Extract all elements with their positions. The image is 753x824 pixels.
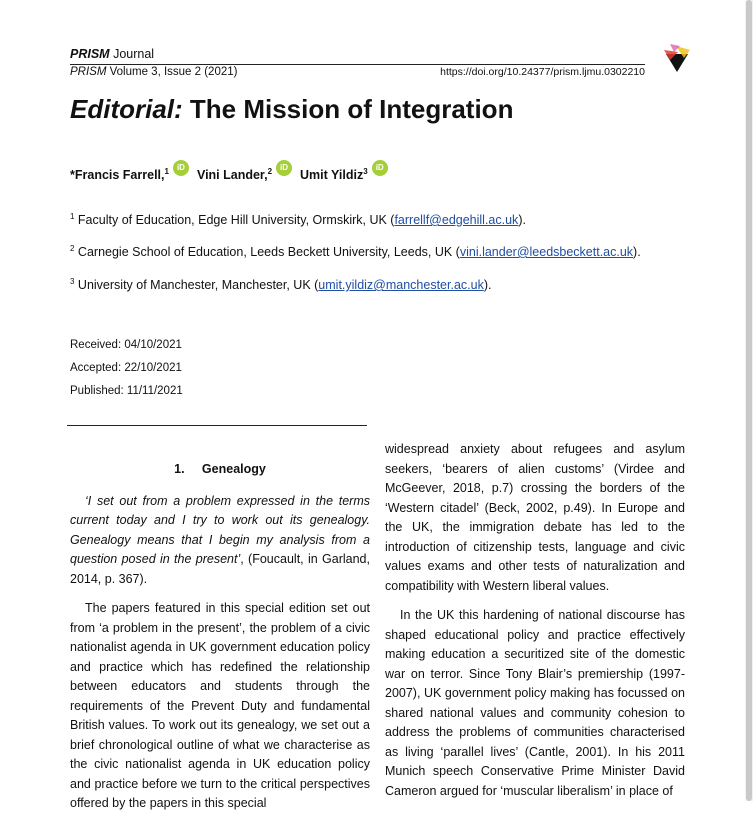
author-name: *Francis Farrell,$^1$ [70,167,169,183]
journal-name: PRISM Journal [70,47,155,61]
affiliation-1: $^1$ Faculty of Education, Edge Hill University, Ormskirk, UK (farrellf@edgehill.ac.uk). [70,212,526,228]
orcid-icon[interactable]: iD [173,160,189,176]
author-name: Vini Lander,$^2$ [196,167,273,183]
orcid-icon[interactable]: iD [276,160,292,176]
orcid-icon[interactable]: iD [372,160,388,176]
article-title: Editorial: The Mission of Integration [70,94,514,124]
author-name: Umit Yildiz$^3$ [300,167,368,183]
email-link[interactable]: vini.lander@leedsbeckett.ac.uk [459,245,634,260]
epigraph-paragraph: ‘I set out from a problem expressed in the terms current today and I try to work out its genealogy. Genealogy means that I begin my analysis from a question posed in the present’, (Foucault, in Garland, 2014, p. 367). [70,493,370,586]
section-heading: 1. Genealogy [174,462,266,476]
email-link[interactable]: farrellf@edgehill.ac.uk [394,213,519,228]
doi-link[interactable]: https://doi.org/10.24377/prism.ljmu.0302210 [440,66,645,78]
body-paragraph: widespread anxiety about refugees and asylum seekers, ‘bearers of alien customs’ (Virdee and McGeever, 2018, p.7) crossing the borders of the ‘Western citadel’ (Beck, 2002, p.49). In Europe and the UK, the immigration debate has led to the introduction of citizenship tests, language and civic values exams and other tests of naturalization and compatibility with Western liberal values. [385,442,685,593]
author-list [70,163,396,183]
journal-logo-icon [660,42,694,76]
article-dates [70,334,183,403]
affiliation-2: $^2$ Carnegie School of Education, Leeds Beckett University, Leeds, UK (vini.lander@leedsbeckett.ac.uk). [70,244,641,260]
right-column [385,440,685,811]
published-date: Published: 11/11/2021 [70,385,183,397]
body-paragraph: The papers featured in this special edition set out from ‘a problem in the present’, the problem of a civic nationalist agenda in UK government education policy and practice which has redefined the relationship between educators and students through the requirements of the Prevent Duty and fundamental British values. To work out its genealogy, we set out a brief chronological outline of what we characterise as the civic nationalist agenda in UK education policy and practice before we turn to the critical perspectives offered by the papers in this special [70,601,370,810]
left-column [70,460,370,824]
vertical-scrollbar[interactable] [745,0,753,801]
journal-volume: PRISM Volume 3, Issue 2 (2021) [70,66,238,78]
body-paragraph: In the UK this hardening of national discourse has shaped educational policy and practice effectively making education a securitized site of the domestic war on terror. Since Tony Blair’s premiership (1997-2007), UK government policy making has focussed on shared national values and community cohesion to address the problems of communities characterised as living ‘parallel lives’ (Cantle, 2001). In his 2011 Munich speech Conservative Prime Minister David Cameron argued for ‘muscular liberalism’ in place of [385,608,685,798]
received-date: Received: 04/10/2021 [70,339,182,351]
scrollbar-thumb[interactable] [746,0,752,801]
affiliation-3: $^3$ University of Manchester, Manchester, UK (umit.yildiz@manchester.ac.uk). [70,277,492,293]
section-rule [67,425,367,426]
accepted-date: Accepted: 22/10/2021 [70,362,182,374]
email-link[interactable]: umit.yildiz@manchester.ac.uk [318,278,484,293]
header-rule [70,64,645,65]
